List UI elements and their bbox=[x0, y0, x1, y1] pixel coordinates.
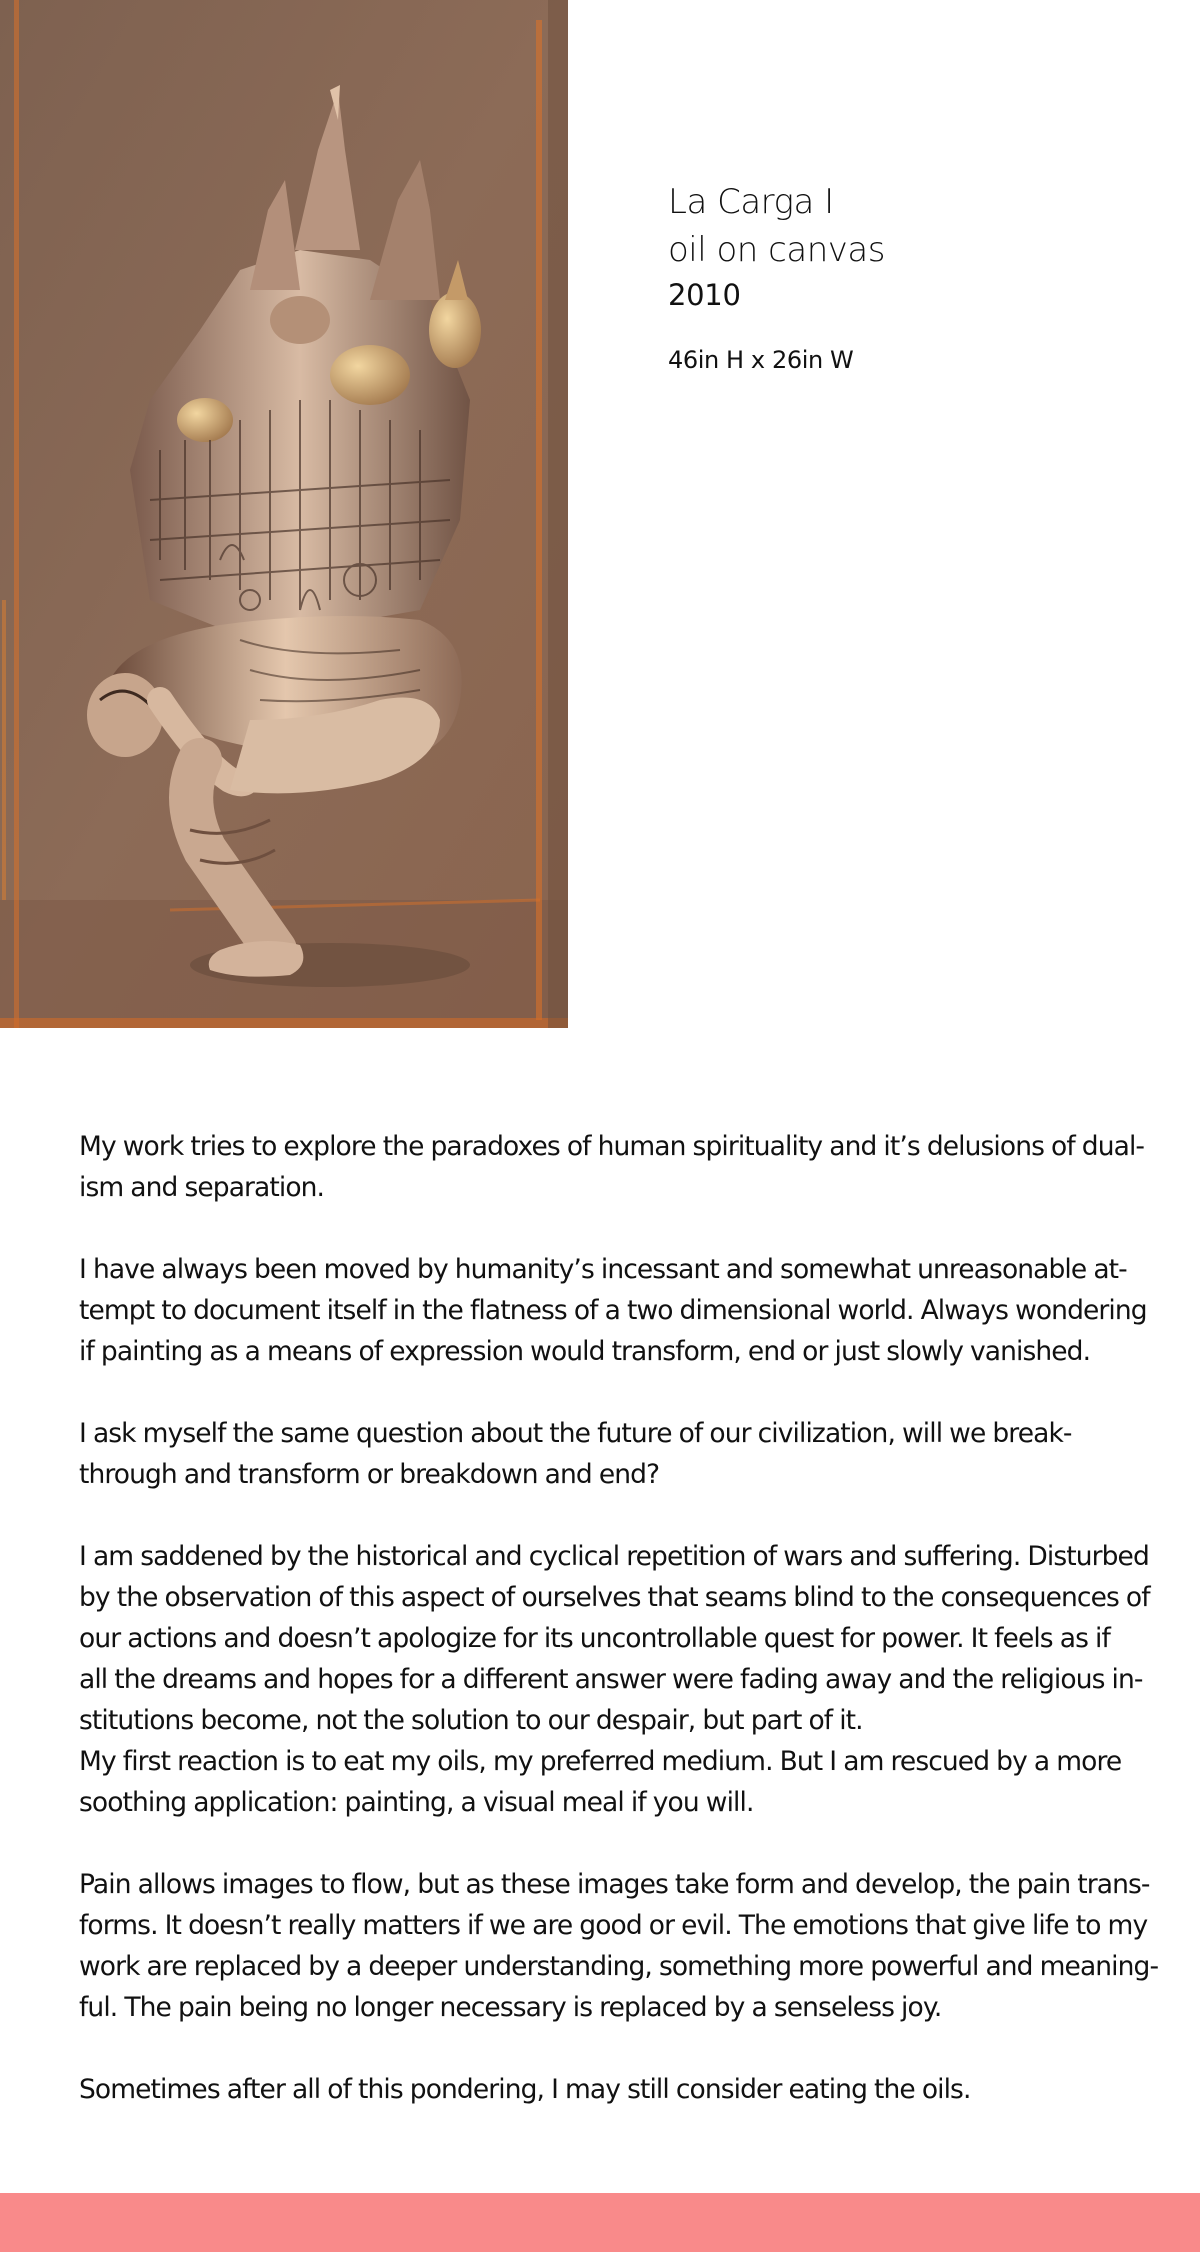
paragraph-gap bbox=[79, 1823, 1079, 1864]
statement-line: soothing application: painting, a visual meal if you will. bbox=[79, 1787, 754, 1818]
statement-line: stitutions become, not the solution to our despair, but part of it. bbox=[79, 1705, 863, 1736]
paragraph-gap bbox=[79, 2028, 1079, 2069]
artwork-medium: oil on canvas bbox=[668, 230, 885, 270]
paragraph-gap bbox=[79, 1372, 1079, 1413]
statement-line: Pain allows images to flow, but as these images take form and develop, the pain trans- bbox=[79, 1869, 1150, 1900]
statement-line: ful. The pain being no longer necessary is replaced by a senseless joy. bbox=[79, 1992, 942, 2023]
statement-line: tempt to document itself in the flatness of a two dimensional world. Always wondering bbox=[79, 1295, 1147, 1326]
paragraph-gap bbox=[79, 1495, 1079, 1536]
statement-line: if painting as a means of expression would transform, end or just slowly vanished. bbox=[79, 1336, 1091, 1367]
statement-paragraph bbox=[79, 1126, 1145, 1208]
statement-line: our actions and doesn’t apologize for its uncontrollable quest for power. It feels as if bbox=[79, 1623, 1110, 1654]
statement-line: forms. It doesn’t really matters if we are good or evil. The emotions that give life to my bbox=[79, 1910, 1148, 1941]
statement-line: by the observation of this aspect of ourselves that seams blind to the consequences of bbox=[79, 1582, 1150, 1613]
statement-line: through and transform or breakdown and end? bbox=[79, 1459, 660, 1490]
statement-line: I have always been moved by humanity’s incessant and somewhat unreasonable at- bbox=[79, 1254, 1127, 1285]
statement-paragraph bbox=[79, 1536, 1150, 1823]
artist-statement bbox=[79, 1126, 1159, 2110]
statement-paragraph bbox=[79, 2069, 1079, 2110]
footer-band bbox=[0, 2193, 1200, 2252]
paragraph-gap bbox=[79, 1208, 1079, 1249]
artwork-dimensions: 46in H x 26in W bbox=[668, 346, 854, 374]
statement-line: I am saddened by the historical and cyclical repetition of wars and suffering. Disturbed bbox=[79, 1541, 1149, 1572]
artwork-year: 2010 bbox=[668, 278, 741, 312]
statement-line: I ask myself the same question about the future of our civilization, will we break- bbox=[79, 1418, 1072, 1449]
statement-line: My first reaction is to eat my oils, my preferred medium. But I am rescued by a more bbox=[79, 1746, 1122, 1777]
artwork-image bbox=[0, 0, 568, 1028]
statement-line: all the dreams and hopes for a different answer were fading away and the religious in- bbox=[79, 1664, 1143, 1695]
painting-illustration bbox=[0, 0, 568, 1028]
artwork-title: La Carga I bbox=[668, 182, 834, 222]
statement-line: ism and separation. bbox=[79, 1172, 325, 1203]
statement-paragraph bbox=[79, 1249, 1147, 1372]
artwork-caption bbox=[668, 178, 1088, 376]
statement-line: work are replaced by a deeper understanding, something more powerful and meaning- bbox=[79, 1951, 1159, 1982]
statement-line: My work tries to explore the paradoxes of human spirituality and it’s delusions of dual- bbox=[79, 1131, 1145, 1162]
statement-paragraph bbox=[79, 1413, 1079, 1495]
statement-line: Sometimes after all of this pondering, I may still consider eating the oils. bbox=[79, 2074, 971, 2105]
statement-paragraph bbox=[79, 1864, 1159, 2028]
